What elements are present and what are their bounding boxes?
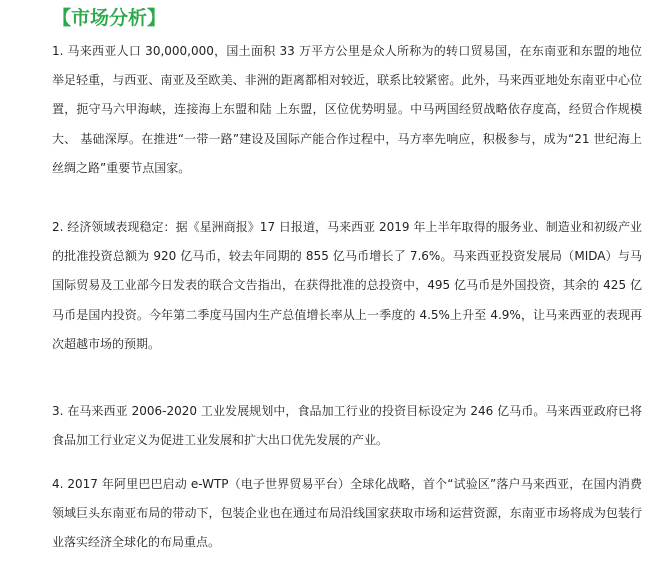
paragraph-e-wtp: 4. 2017 年阿里巴巴启动 e-WTP（电子世界贸易平台）全球化战略，首个“试验区”落户马来西亚，在国内消费领域巨头东南亚布局的带动下，包装企业也在通过布局沿线国家获取市场和运营资源，东南亚市场将成为包装行业落实经济全球化的布局重点。 (52, 477, 642, 550)
paragraph-population: 1. 马来西亚人口 30,000,000，国土面积 33 万平方公里是众人所称为的转口贸易国，在东南亚和东盟的地位举足轻重，与西亚、南亚及至欧美、非洲的距离都相对较近，联系比较紧密。此外，马来西亚地处东南亚中心位置，扼守马六甲海峡，连接海上东盟和陆 上东盟，区位优势明显。中马两国经贸战略依存度高，经贸合作规模大、 基础深厚。在推进“一带一路”建设及国际产能合作过程中，马方率先响应，积极参与，成为“21 世纪海上丝绸之路”重要节点国家。 (52, 44, 642, 175)
paragraph-economy: 2. 经济领域表现稳定：据《星洲商报》17 日报道，马来西亚 2019 年上半年取得的服务业、制造业和初级产业的批准投资总额为 920 亿马币，较去年同期的 855 亿马币增长了 7.6%。马来西亚投资发展局（MIDA）与马国际贸易及工业部今日发表的联合文告指出，在获得批准的总投资中，495 亿马币是外国投资，其余的 425 亿马币是国内投资。今年第二季度马国内生产总值增长率从上一季度的 4.5%上升至 4.9%，让马来西亚的表现再次超越市场的预期。 (52, 220, 642, 351)
paragraph-industry-plan: 3. 在马来西亚 2006-2020 工业发展规划中，食品加工行业的投资目标设定为 246 亿马币。马来西亚政府已将食品加工行业定义为促进工业发展和扩大出口优先发展的产业。 (52, 404, 642, 448)
section-heading: 【市场分析】 (52, 7, 167, 29)
